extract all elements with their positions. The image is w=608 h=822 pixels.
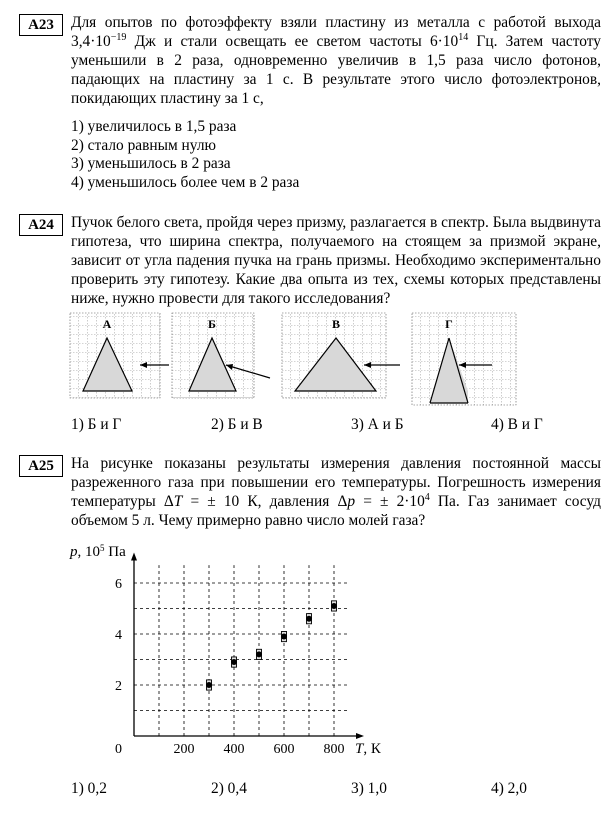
- data-point-marker: [281, 634, 287, 640]
- option-a24-1[interactable]: 1) Б и Г: [71, 416, 122, 433]
- data-point: [256, 649, 262, 659]
- option-a24-4[interactable]: 4) В и Г: [491, 416, 543, 433]
- chart-ticks: [115, 577, 345, 757]
- x-tick-label: 800: [323, 742, 345, 757]
- option-a24-2[interactable]: 2) Б и В: [211, 416, 263, 433]
- figure-label-b: Б: [208, 317, 216, 331]
- task-text-a25: На рисунке показаны результаты измерения давления постоянной массы разреженного газа при повышении его температуры. Погрешность измерения температуры ΔT = ± 10 К, давления Δp = ± $2\cdot 10^4$ Па. Газ занимает сосуд объемом 5 л. Чему примерно равно число молей газа?: [71, 455, 601, 529]
- option-a24-3[interactable]: 3) А и Б: [351, 416, 404, 433]
- task-label-a24: А24: [19, 214, 63, 236]
- x-axis-label: T, К: [355, 741, 381, 757]
- option-a25-1[interactable]: 1) 0,2: [71, 780, 107, 797]
- y-tick-label: 6: [115, 577, 122, 592]
- data-point: [281, 631, 287, 641]
- origin-label: 0: [115, 742, 122, 757]
- data-point-marker: [306, 616, 312, 622]
- option-a25-3[interactable]: 3) 1,0: [351, 780, 387, 797]
- figure-label-a: А: [102, 317, 112, 331]
- chart-points: [206, 601, 337, 690]
- data-point: [306, 614, 312, 624]
- x-tick-label: 200: [173, 742, 195, 757]
- x-tick-label: 400: [223, 742, 245, 757]
- option-a25-2[interactable]: 2) 0,4: [211, 780, 247, 797]
- data-point: [331, 601, 337, 611]
- data-point: [206, 680, 212, 690]
- y-tick-label: 2: [115, 679, 122, 694]
- y-axis-label: p, $10^5$ Па: [70, 543, 126, 560]
- chart-axes: [131, 553, 364, 740]
- figure-label-g: Г: [445, 317, 453, 331]
- x-tick-label: 600: [273, 742, 295, 757]
- data-point-marker: [206, 682, 212, 688]
- data-point-marker: [256, 651, 262, 657]
- task-label-a25: А25: [19, 455, 63, 477]
- y-axis-arrow: [131, 553, 137, 561]
- x-axis-arrow: [356, 733, 364, 739]
- task-text-a23: Для опытов по фотоэффекту взяли пластину из металла с работой выхода $3,4\cdot 10^{-19}$ Дж и стали освещать ее светом частоты $6\cdot 10^{14}$ Гц. Затем частоту уменьшили в 2 раза, одновременно увеличив в 1,5 раза число фотонов, падающих на пластину за 1 с. В результате этого число фотоэлектронов, покидающих пластину за 1 с,: [71, 14, 601, 107]
- option-a23-4[interactable]: 4) уменьшилось более чем в 2 раза: [71, 173, 300, 191]
- option-a23-2[interactable]: 2) стало равным нулю: [71, 136, 216, 154]
- task-text-a24: Пучок белого света, пройдя через призму, разлагается в спектр. Была выдвинута гипотеза, что ширина спектра, получаемого на стоящем за призмой экране, зависит от угла падения пучка на грань призмы. Необходимо экспериментально проверить эту гипотезу. Какие два опыта из тех, схемы которых представлены ниже, нужно провести для такого исследования?: [71, 214, 601, 307]
- data-point-marker: [231, 659, 237, 665]
- task-label-a23: А23: [19, 14, 63, 36]
- option-a25-4[interactable]: 4) 2,0: [491, 780, 527, 797]
- chart-grid: [134, 565, 349, 736]
- data-point-marker: [331, 603, 337, 609]
- data-point: [231, 657, 237, 667]
- option-a23-3[interactable]: 3) уменьшилось в 2 раза: [71, 155, 231, 172]
- figure-label-v: В: [331, 317, 341, 331]
- option-a23-1[interactable]: 1) увеличилось в 1,5 раза: [71, 118, 237, 135]
- y-tick-label: 4: [115, 628, 122, 643]
